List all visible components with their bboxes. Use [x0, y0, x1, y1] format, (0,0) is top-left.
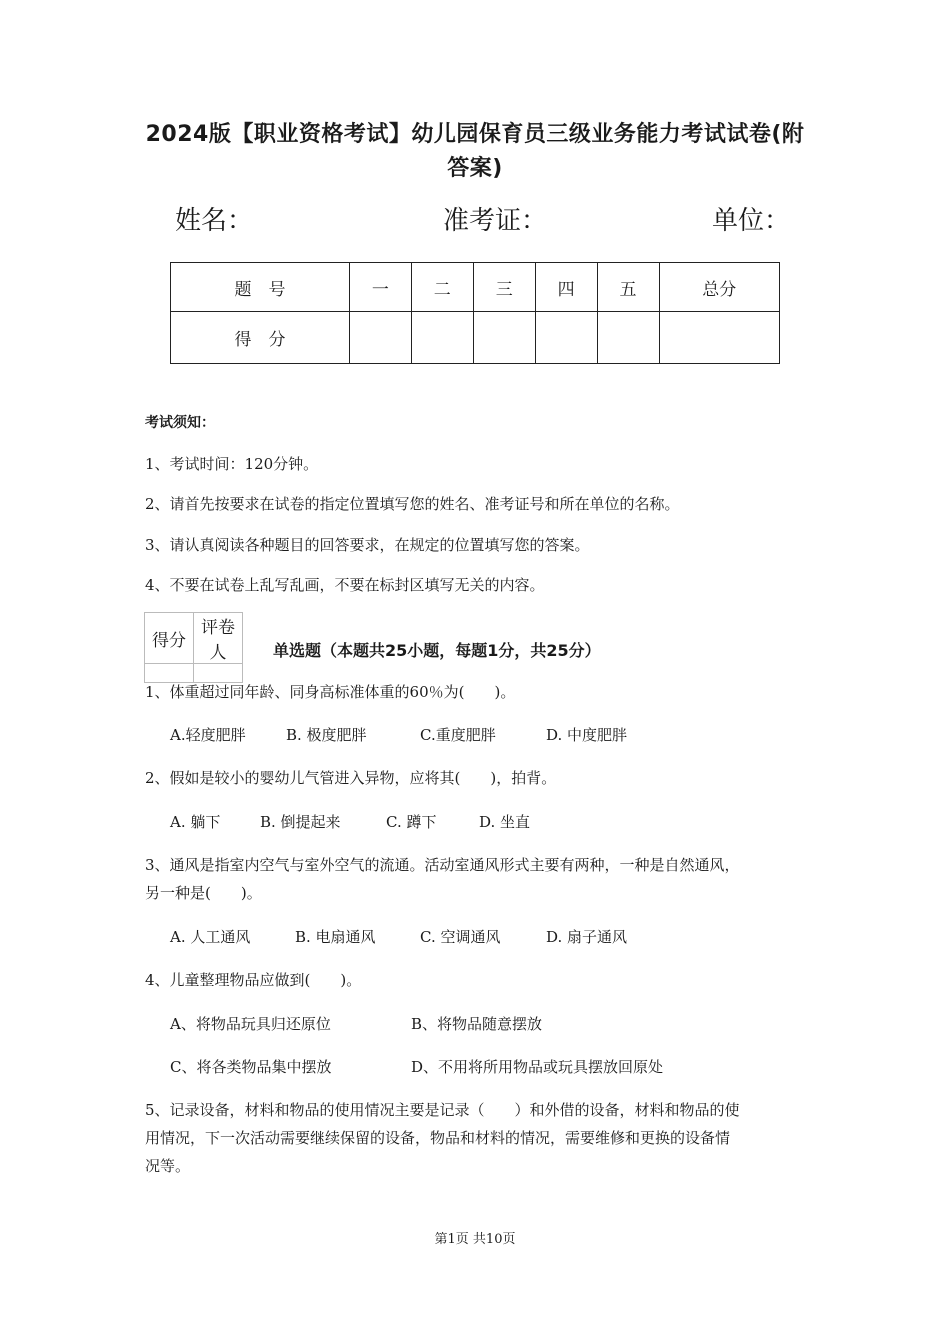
grader-score-cell[interactable] — [145, 664, 194, 683]
score-header-cell: 题 号 — [171, 263, 350, 312]
notice-item: 2、请首先按要求在试卷的指定位置填写您的姓名、准考证号和所在单位的名称。 — [145, 495, 680, 513]
grader-reviewer-label: 评卷人 — [194, 613, 243, 664]
question-stem: 2、假如是较小的婴幼儿气管进入异物，应将其( )，拍背。 — [145, 769, 557, 787]
page-title — [110, 118, 840, 186]
notice-item: 3、请认真阅读各种题目的回答要求，在规定的位置填写您的答案。 — [145, 536, 590, 554]
question-stem: 1、体重超过同年龄、同身高标准体重的60％为( )。 — [145, 683, 516, 701]
score-row-label: 得 分 — [171, 312, 350, 364]
option-b[interactable]: B、将物品随意摆放 — [411, 1015, 543, 1033]
question-stem: 4、儿童整理物品应做到( )。 — [145, 971, 362, 989]
notice-title: 考试须知： — [145, 415, 215, 431]
question-stem: 3、通风是指室内空气与室外空气的流通。活动室通风形式主要有两种，一种是自然通风， — [145, 856, 740, 874]
grader-reviewer-cell[interactable] — [194, 664, 243, 683]
option-a[interactable]: A. 人工通风 — [170, 928, 251, 946]
option-a[interactable]: A.轻度肥胖 — [170, 726, 246, 744]
option-c[interactable]: C、将各类物品集中摆放 — [170, 1058, 332, 1076]
option-d[interactable]: D. 中度肥胖 — [546, 726, 628, 744]
title-line-2: 答案) — [447, 156, 503, 181]
notice-item: 1、考试时间：120分钟。 — [145, 455, 319, 473]
score-header-cell: 一 — [349, 263, 411, 312]
title-line-1: 2024版【职业资格考试】幼儿园保育员三级业务能力考试试卷(附 — [145, 122, 805, 147]
option-a[interactable]: A、将物品玩具归还原位 — [170, 1015, 331, 1033]
score-header-cell: 三 — [473, 263, 535, 312]
score-input-cell[interactable] — [411, 312, 473, 364]
option-d[interactable]: D、不用将所用物品或玩具摆放回原处 — [411, 1058, 664, 1076]
question-stem: 另一种是( )。 — [145, 884, 262, 902]
option-c[interactable]: C. 空调通风 — [420, 928, 501, 946]
name-label: 姓名： — [175, 206, 254, 236]
score-header-cell: 总分 — [659, 263, 779, 312]
notice-item: 4、不要在试卷上乱写乱画，不要在标封区填写无关的内容。 — [145, 576, 545, 594]
unit-label: 单位： — [712, 206, 791, 236]
question-stem: 5、记录设备，材料和物品的使用情况主要是记录（ ）和外借的设备，材料和物品的使 — [145, 1101, 740, 1119]
score-input-cell[interactable] — [659, 312, 779, 364]
score-input-cell[interactable] — [535, 312, 597, 364]
score-header-cell: 五 — [597, 263, 659, 312]
option-d[interactable]: D. 扇子通风 — [546, 928, 628, 946]
score-input-cell[interactable] — [349, 312, 411, 364]
grader-box — [144, 612, 243, 683]
score-input-cell[interactable] — [473, 312, 535, 364]
exam-id-label: 准考证： — [443, 206, 548, 236]
grader-score-label: 得分 — [145, 613, 194, 664]
option-b[interactable]: B. 电扇通风 — [295, 928, 376, 946]
section-title: 单选题（本题共25小题，每题1分，共25分） — [273, 641, 601, 660]
question-stem: 况等。 — [145, 1157, 191, 1175]
option-c[interactable]: C.重度肥胖 — [420, 726, 496, 744]
question-stem: 用情况，下一次活动需要继续保留的设备，物品和材料的情况，需要维修和更换的设备情 — [145, 1129, 731, 1147]
page-footer: 第1页 共10页 — [434, 1232, 516, 1247]
option-b[interactable]: B. 极度肥胖 — [286, 726, 367, 744]
score-header-cell: 四 — [535, 263, 597, 312]
option-c[interactable]: C. 蹲下 — [386, 813, 437, 831]
option-d[interactable]: D. 坐直 — [479, 813, 531, 831]
score-input-cell[interactable] — [597, 312, 659, 364]
option-b[interactable]: B. 倒提起来 — [260, 813, 341, 831]
score-table — [170, 262, 780, 364]
score-header-cell: 二 — [411, 263, 473, 312]
option-a[interactable]: A. 躺下 — [170, 813, 221, 831]
